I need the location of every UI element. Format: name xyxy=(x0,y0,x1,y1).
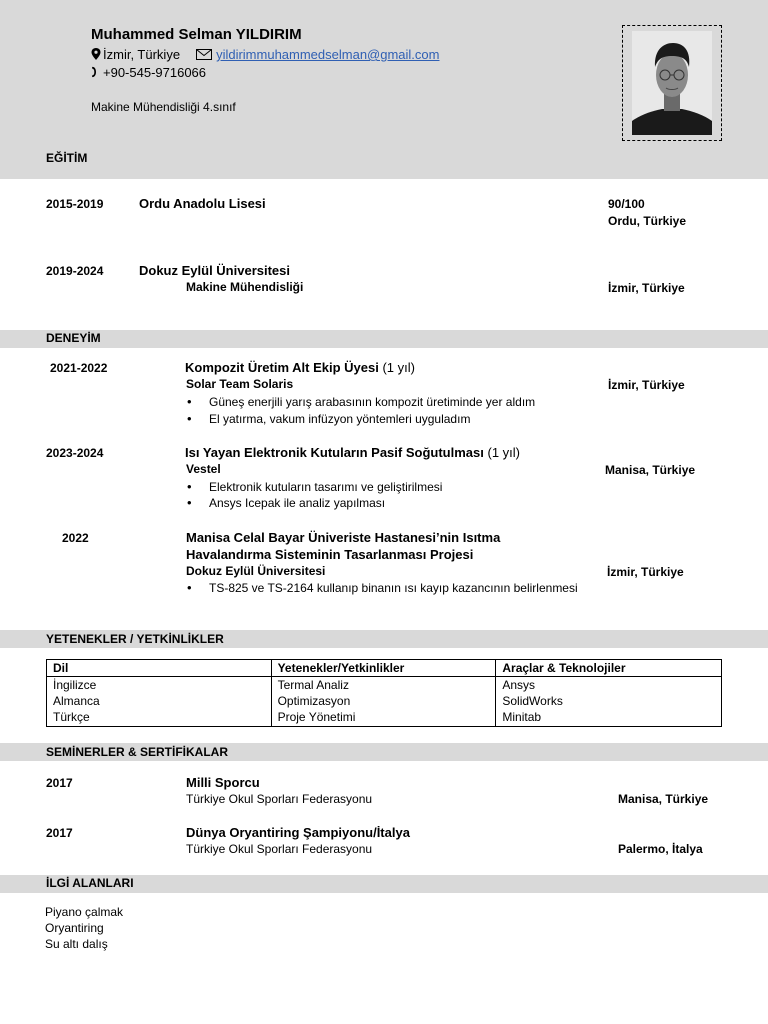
photo-frame xyxy=(622,25,722,141)
experience-years: 2021-2022 xyxy=(50,361,108,375)
experience-org: Dokuz Eylül Üniversitesi xyxy=(186,564,326,578)
experience-role: Isı Yayan Elektronik Kutuların Pasif Soğutulması (1 yıl) xyxy=(185,445,520,460)
skills-title: YETENEKLER / YETKİNLİKLER xyxy=(46,632,224,646)
education-grade: 90/100 xyxy=(608,197,645,211)
experience-title: DENEYİM xyxy=(46,331,101,345)
experience-location: İzmir, Türkiye xyxy=(608,378,685,392)
education-title: EĞİTİM xyxy=(46,151,88,165)
experience-bullet: • Güneş enerjili yarış arabasının kompozit üretiminde yer aldım xyxy=(209,395,535,409)
experience-org: Vestel xyxy=(186,462,221,476)
experience-role: Havalandırma Sisteminin Tasarlanması Projesi xyxy=(186,547,474,562)
candidate-name: Muhammed Selman YILDIRIM xyxy=(91,26,302,43)
experience-bullet: • Elektronik kutuların tasarımı ve geliştirilmesi xyxy=(209,480,442,494)
experience-bullet: • El yatırma, vakum infüzyon yöntemleri uyguladım xyxy=(209,412,470,426)
seminars-title: SEMİNERLER & SERTİFİKALAR xyxy=(46,745,229,759)
education-years: 2019-2024 xyxy=(46,264,104,278)
experience-years: 2022 xyxy=(62,531,89,545)
interest-item: Piyano çalmak xyxy=(45,905,124,919)
contact-line xyxy=(91,47,439,62)
seminar-org: Türkiye Okul Sporları Federasyonu xyxy=(186,842,373,856)
experience-bullet: • Ansys Icepak ile analiz yapılması xyxy=(209,496,385,510)
envelope-icon xyxy=(196,49,212,60)
experience-location: İzmir, Türkiye xyxy=(607,565,684,579)
phone-text: +90-545-9716066 xyxy=(103,65,207,80)
education-years: 2015-2019 xyxy=(46,197,104,211)
experience-org: Solar Team Solaris xyxy=(186,377,294,391)
experience-bullet: • TS-825 ve TS-2164 kullanıp binanın ısı kayıp kazancının belirlenmesi xyxy=(209,581,578,595)
interests-title: İLGİ ALANLARI xyxy=(46,876,134,890)
experience-role: Manisa Celal Bayar Üniveriste Hastanesi’nin Isıtma xyxy=(186,530,501,545)
location-text: İzmir, Türkiye xyxy=(103,47,181,62)
phone-icon xyxy=(91,66,99,78)
skills-header: Araçlar & Teknolojiler xyxy=(496,660,722,677)
education-location: İzmir, Türkiye xyxy=(608,281,685,295)
skills-table xyxy=(46,659,722,727)
experience-bar xyxy=(0,330,768,348)
email-link[interactable]: yildirimmuhammedselman@gmail.com xyxy=(216,47,440,62)
skills-header: Dil xyxy=(47,660,272,677)
seminar-year: 2017 xyxy=(46,776,73,790)
interest-item: Su altı dalış xyxy=(45,937,108,951)
interest-item: Oryantiring xyxy=(45,921,104,935)
seminar-year: 2017 xyxy=(46,826,73,840)
seminar-name: Dünya Oryantiring Şampiyonu/İtalya xyxy=(186,825,410,840)
skills-cell: Termal Analiz Optimizasyon Proje Yönetimi xyxy=(271,677,496,727)
education-location: Ordu, Türkiye xyxy=(608,214,687,228)
experience-role: Kompozit Üretim Alt Ekip Üyesi (1 yıl) xyxy=(185,360,415,375)
seminar-location: Manisa, Türkiye xyxy=(618,792,709,806)
education-school: Ordu Anadolu Lisesi xyxy=(139,196,266,211)
skills-cell: İngilizce Almanca Türkçe xyxy=(47,677,272,727)
skills-cell: Ansys SolidWorks Minitab xyxy=(496,677,722,727)
experience-location: Manisa, Türkiye xyxy=(605,463,696,477)
seminar-name: Milli Sporcu xyxy=(186,775,260,790)
degree-text: Makine Mühendisliği 4.sınıf xyxy=(91,100,236,114)
seminar-org: Türkiye Okul Sporları Federasyonu xyxy=(186,792,373,806)
skills-header-row xyxy=(47,660,722,677)
skills-row xyxy=(47,677,722,727)
seminar-location: Palermo, İtalya xyxy=(618,842,703,856)
profile-photo xyxy=(632,31,712,135)
education-school: Dokuz Eylül Üniversitesi xyxy=(139,263,290,278)
skills-header: Yetenekler/Yetkinlikler xyxy=(271,660,496,677)
experience-years: 2023-2024 xyxy=(46,446,104,460)
phone-line xyxy=(91,65,206,80)
education-field: Makine Mühendisliği xyxy=(186,280,304,294)
location-pin-icon xyxy=(91,48,101,60)
